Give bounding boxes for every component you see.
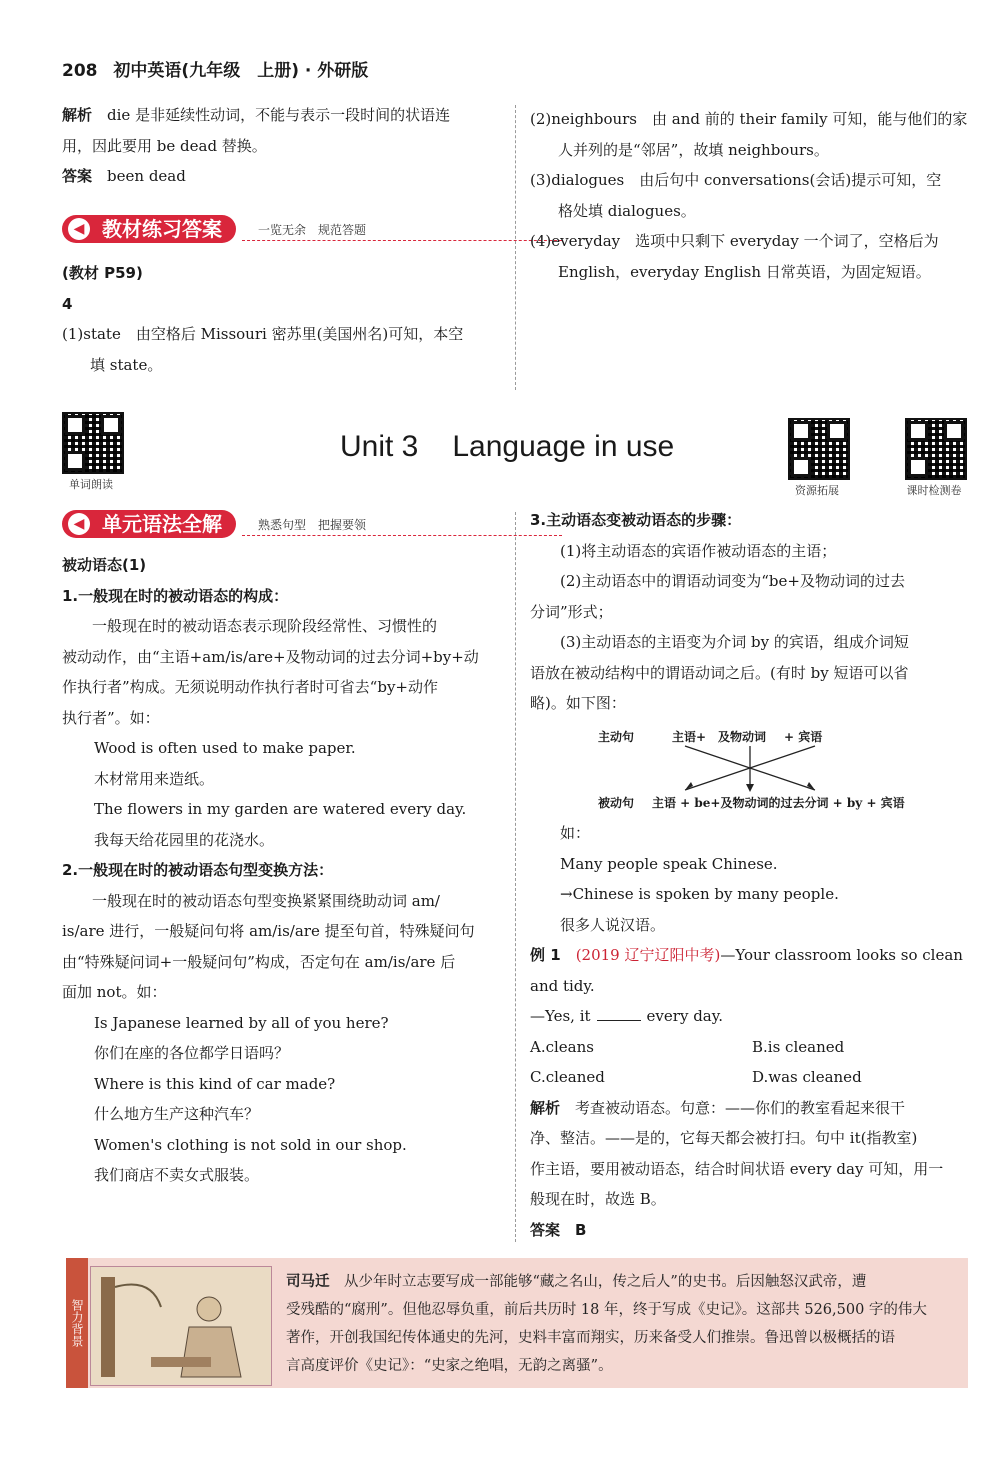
item-2: (2)neighbours 由 and 前的 their family 可知，能与他们的家 [530,110,968,128]
grammar-right-continued [530,818,970,1245]
example-question: —Yes, it [530,1007,591,1025]
item-3: (3)dialogues 由后句中 conversations(会话)提示可知，空 [530,171,942,189]
speaker-icon: ◀ [68,513,90,535]
example-en: Wood is often used to make paper. [94,739,356,757]
grammar-left-column [62,550,502,1191]
example-question: —Your classroom looks so clean [720,946,963,964]
analysis-label: 解析 [62,106,93,124]
step: (2)主动语态中的谓语动词变为“be+及物动词的过去 [560,572,905,590]
qr-caption: 单词朗读 [69,478,113,491]
diagram-active-object: + 宾语 [784,730,823,744]
paragraph: 被动动作，由“主语+am/is/are+及物动词的过去分词+by+动 [62,647,479,666]
banner-title: 教材练习答案 [102,217,222,241]
unit-name: Language in use [452,430,675,463]
unit-number: Unit 3 [340,430,419,463]
paragraph: 作执行者”构成。无须说明动作执行者时可省去“by+动作 [62,678,438,696]
grammar-right-column [530,505,970,719]
analysis-text: 作主语，要用被动语态，结合时间状语 every day 可知，用一 [530,1159,944,1178]
analysis-text: 般现在时，故选 B。 [530,1190,666,1208]
text-line: 著作，开创我国纪传体通史的先河，史料丰富而翔实，历来备受人们推崇。鲁迅曾以极概括的语 [286,1330,895,1346]
answer-blank [597,1020,641,1021]
qr-caption: 资源拓展 [795,484,839,497]
qr-code-quiz[interactable] [905,418,967,480]
person-name: 司马迁 [286,1273,330,1290]
banner-divider [242,535,562,536]
unit-title [340,430,674,464]
voice-conversion-diagram [590,720,910,820]
diagram-passive-formula: 主语 + be+及物动词的过去分词 + by + 宾语 [652,796,905,810]
example-en: The flowers in my garden are watered every day. [94,800,467,818]
example-en: Many people speak Chinese. [560,854,778,873]
page-number: 208 [62,61,98,81]
paragraph: 如： [560,824,591,842]
analysis-label: 解析 [530,1098,561,1117]
option-b: B.is cleaned [752,1037,845,1056]
answer-label: 答案 [62,167,93,185]
background-tag: 智力背景 [66,1258,88,1388]
example-zh: 我们商店不卖女式服装。 [94,1166,260,1184]
example-source: (2019 辽宁辽阳中考) [575,946,721,964]
book-title: 初中英语(九年级 上册) · 外研版 [113,61,369,81]
exercise-number: 4 [62,294,73,313]
answer-value: B [575,1220,587,1239]
analysis-text: 考查被动语态。句意：——你们的教室看起来很干 [575,1098,906,1117]
background-knowledge-box [66,1258,968,1388]
section-3-title: 3.主动语态变被动语态的步骤： [530,511,742,529]
example-label: 例 1 [530,946,561,964]
example-zh: 很多人说汉语。 [560,915,666,934]
paragraph: is/are 进行，一般疑问句将 am/is/are 提至句首，特殊疑问句 [62,922,475,940]
example-en: →Chinese is spoken by many people. [560,885,839,903]
banner-divider [242,240,562,241]
analysis-text: die 是非延续性动词，不能与表示一段时间的状语连 [107,106,451,124]
column-divider-top [515,105,516,390]
example-en: Is Japanese learned by all of you here? [94,1013,389,1032]
example-en: Where is this kind of car made? [94,1074,336,1093]
diagram-active-verb: 及物动词 [718,730,767,744]
option-c: C.cleaned [530,1068,605,1086]
diagram-active-label: 主动句 [598,730,635,744]
example-question: and tidy. [530,976,595,995]
analysis-text-2: 用，因此要用 be dead 替换。 [62,136,267,155]
textbook-block [62,258,502,380]
banner-title: 单元语法全解 [102,512,222,536]
diagram-passive-label: 被动句 [598,796,635,810]
item-4-cont: English，everyday English 日常英语，为固定短语。 [558,262,931,281]
banner-subtitle: 熟悉句型 把握要领 [258,518,367,532]
paragraph: 一般现在时的被动语态句型变换紧紧围绕助动词 am/ [92,891,440,910]
background-text [286,1268,956,1380]
paragraph: 一般现在时的被动语态表示现阶段经常性、习惯性的 [92,617,438,635]
text-line: 言高度评价《史记》：“史家之绝唱，无韵之离骚”。 [286,1358,613,1374]
step: (1)将主动语态的宾语作被动语态的主语； [560,541,837,560]
textbook-ref: (教材 P59) [62,264,143,282]
illustration-icon [91,1267,271,1385]
topic-heading: 被动语态(1) [62,556,147,574]
answer-label: 答案 [530,1220,561,1239]
text-line: 受残酷的“腐刑”。但他忍辱负重，前后共历时 18 年，终于写成《史记》。这部共 526,500 字的伟大 [286,1302,927,1318]
item-1: (1)state 由空格后 Missouri 密苏里(美国州名)可知，本空 [62,325,464,343]
diagram-active-subject: 主语+ [672,730,707,744]
text-line: 从少年时立志要写成一部能够“藏之名山，传之后人”的史书。后因触怒汉武帝，遭 [344,1274,867,1290]
item-3-cont: 格处填 dialogues。 [558,201,696,220]
answer-text: been dead [107,167,186,185]
section-2-title: 2.一般现在时的被动语态句型变换方法： [62,861,334,879]
item-1-cont: 填 state。 [90,355,163,374]
item-2-cont: 人并列的是“邻居”，故填 neighbours。 [558,140,829,159]
example-zh: 木材常用来造纸。 [94,769,215,788]
option-d: D.was cleaned [752,1068,862,1086]
speaker-icon: ◀ [68,218,90,240]
top-left-block [62,100,502,192]
qr-caption: 课时检测卷 [906,484,962,497]
example-en: Women's clothing is not sold in our shop. [94,1135,407,1154]
textbook-answers-banner [62,215,502,245]
example-question: every day. [646,1007,723,1025]
example-zh: 你们在座的各位都学日语吗？ [94,1044,290,1062]
qr-code-word-reading[interactable] [62,412,124,474]
paragraph: 由“特殊疑问词+一般疑问句”构成，否定句在 am/is/are 后 [62,952,456,971]
banner-subtitle: 一览无余 规范答题 [258,223,367,237]
grammar-banner [62,510,502,540]
qr-code-resources[interactable] [788,418,850,480]
analysis-text: 净、整洁。——是的，它每天都会被打扫。句中 it(指教室) [530,1129,918,1147]
paragraph: 执行者”。如： [62,708,160,727]
top-right-block [530,104,970,287]
option-a: A.cleans [530,1037,594,1056]
step: 分词”形式； [530,602,613,621]
page-header [62,56,368,81]
banner-pill [62,510,236,538]
sima-qian-illustration [90,1266,272,1386]
example-zh: 我每天给花园里的花浇水。 [94,830,275,849]
step: 略)。如下图： [530,694,626,712]
example-zh: 什么地方生产这种汽车？ [94,1105,260,1123]
column-divider-main [515,512,516,1242]
paragraph: 面加 not。如： [62,983,167,1001]
item-4: (4)everyday 选项中只剩下 everyday 一个词了，空格后为 [530,232,939,250]
step: (3)主动语态的主语变为介词 by 的宾语，组成介词短 [560,633,909,651]
section-1-title: 1.一般现在时的被动语态的构成： [62,586,289,605]
step: 语放在被动结构中的谓语动词之后。(有时 by 短语可以省 [530,663,909,682]
banner-pill [62,215,236,243]
